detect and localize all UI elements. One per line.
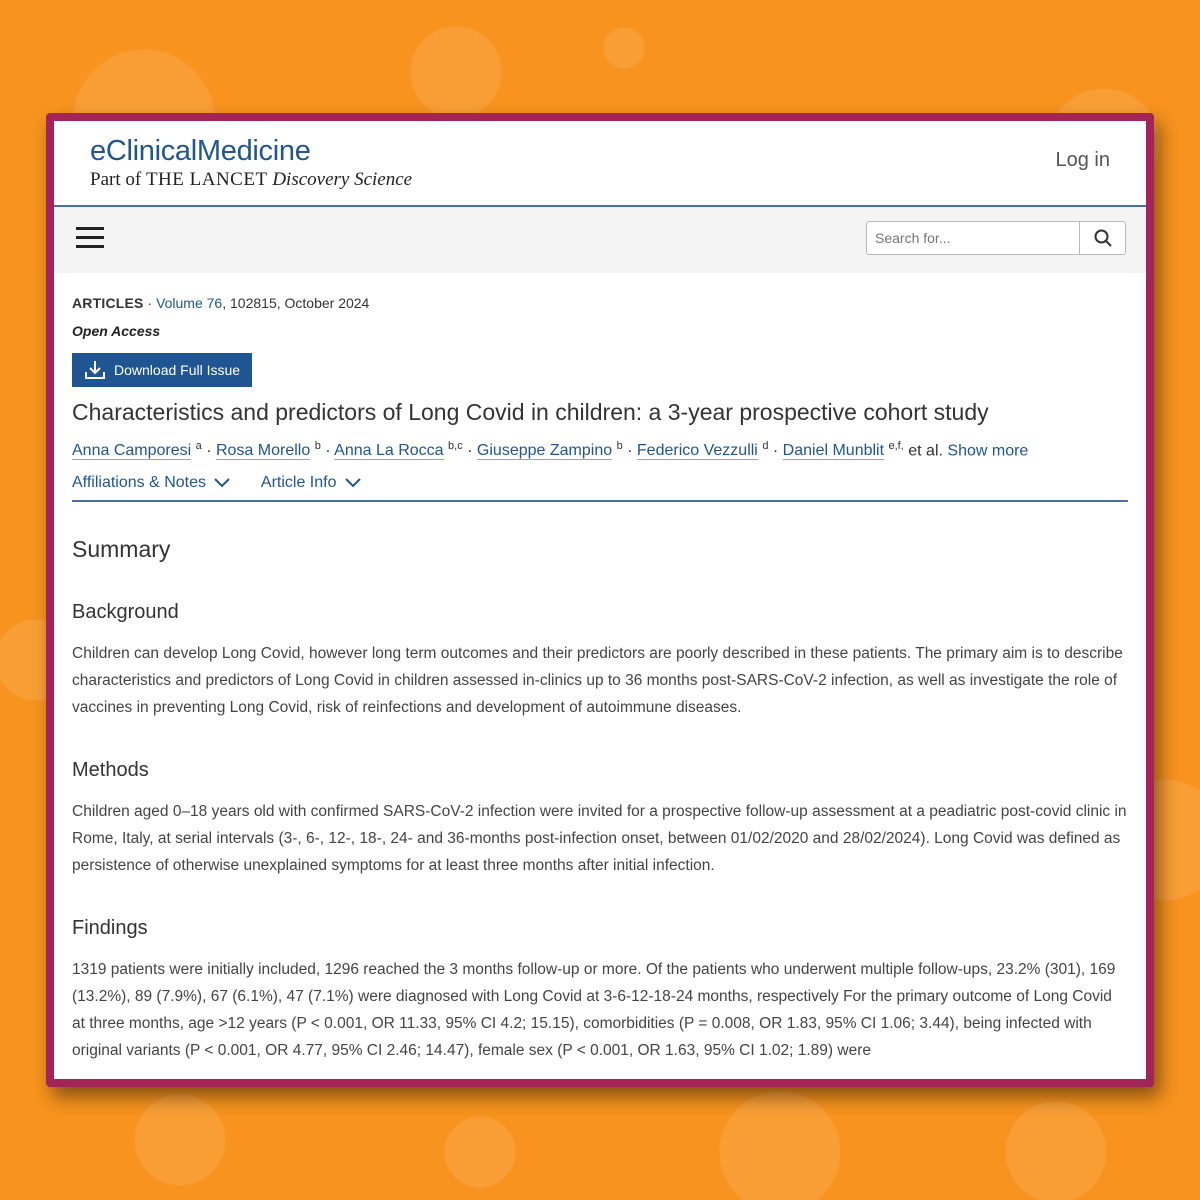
author-affiliation: e,f, xyxy=(888,440,904,452)
background-text: Children can develop Long Covid, however long term outcomes and their predictors are poorly described in these patients. The primary aim is to describe characteristics and predictors of Long Covid in children assessed in-clinics up to 36 months post-SARS-CoV-2 infection, as well as investigate the role of vaccines in preventing Long Covid, risk of reinfections and development of autoimmune diseases. xyxy=(72,645,1123,717)
author-affiliation: b xyxy=(314,440,321,452)
author-list: Anna Camporesi $^a$ · Rosa Morello $^b$ · Anna La Rocca $^{b,c}$ · Giuseppe Zampino $^b$ · Federico Vezzulli $^d$ · Daniel Munblit $^{e,f,}$ et al. Show more xyxy=(72,440,1029,460)
subtitle-lancet: THE LANCET xyxy=(145,169,268,190)
site-header xyxy=(54,121,1146,207)
background-heading: Background xyxy=(72,601,179,624)
subtitle-prefix: Part of xyxy=(90,169,142,190)
article-type: ARTICLES xyxy=(72,295,144,311)
login-link[interactable]: Log in xyxy=(1055,149,1110,171)
issue-info: , 102815, October 2024 xyxy=(222,295,370,311)
findings-heading: Findings xyxy=(72,917,148,940)
browser-frame xyxy=(46,113,1154,1087)
search-box xyxy=(866,221,1126,255)
author-link[interactable]: Anna La Rocca xyxy=(334,442,444,460)
article-title: Characteristics and predictors of Long Covid in children: a 3-year prospective cohort study xyxy=(72,399,989,425)
author-affiliation: d xyxy=(762,440,769,452)
author-affiliation: a xyxy=(195,440,202,452)
download-full-issue-button[interactable] xyxy=(72,353,252,387)
journal-subtitle xyxy=(90,169,412,191)
author-link[interactable]: Rosa Morello xyxy=(215,442,311,460)
article-expanders xyxy=(72,474,1128,502)
show-more-link[interactable]: Show more xyxy=(947,442,1029,460)
hamburger-menu-icon[interactable] xyxy=(76,227,104,249)
affiliations-toggle[interactable] xyxy=(72,474,235,491)
author-link[interactable]: Federico Vezzulli xyxy=(636,442,758,460)
chevron-down-icon xyxy=(214,478,230,488)
toolbar xyxy=(54,207,1146,273)
download-label: Download Full Issue xyxy=(114,362,241,378)
methods-heading: Methods xyxy=(72,759,149,782)
article-info-label: Article Info xyxy=(260,474,337,492)
download-icon xyxy=(84,360,106,380)
findings-text: 1319 patients were initially included, 1296 reached the 3 months follow-up or more. Of the patients who underwent multiple follow-ups, 23.2% (301), 169 (13.2%), 89 (7.9%), 67 (6.1%), 47 (7.1%) were diagnosed with Long Covid at 3-6-12-18-24 months, respectively For the primary outcome of Long Covid at three months, age >12 years (P < 0.001, OR 11.33, 95% CI 4.2; 15.15), comorbidities (P = 0.008, OR 1.83, 95% CI 1.06; 3.44), being infected with original variants (P < 0.001, OR 4.77, 95% CI 2.46; 14.47), female sex (P < 0.001, OR 1.63, 95% CI 1.02; 1.89) were xyxy=(72,961,1116,1060)
et-al: et al. xyxy=(908,442,943,460)
search-button[interactable] xyxy=(1079,222,1125,254)
volume-link[interactable]: Volume 76 xyxy=(156,295,223,311)
subtitle-discovery: Discovery Science xyxy=(272,169,413,190)
methods-text: Children aged 0–18 years old with confirmed SARS-CoV-2 infection were invited for a prospective follow-up assessment at a peadiatric post-covid clinic in Rome, Italy, at serial intervals (3-, 6-, 12-, 18-, 24- and 36-months post-infection onset, between 01/02/2020 and 28/02/2024). Long Covid was defined as persistence of otherwise unexplained symptoms for at least three months after initial infection. xyxy=(72,803,1127,875)
author-affiliation: b xyxy=(616,440,623,452)
meta-separator: · xyxy=(147,295,153,311)
author-link[interactable]: Anna Camporesi xyxy=(72,442,192,460)
search-input[interactable] xyxy=(867,222,1079,254)
author-link[interactable]: Daniel Munblit xyxy=(782,442,885,460)
open-access-label: Open Access xyxy=(72,323,161,339)
journal-logo[interactable]: eClinicalMedicine xyxy=(90,135,311,167)
summary-heading: Summary xyxy=(72,536,171,563)
search-icon xyxy=(1093,228,1113,248)
article-info-toggle[interactable] xyxy=(261,474,361,491)
article-content xyxy=(54,273,1146,1064)
author-affiliation: b,c xyxy=(448,440,463,452)
affiliations-label: Affiliations & Notes xyxy=(72,474,206,492)
author-link[interactable]: Giuseppe Zampino xyxy=(476,442,613,460)
article-meta xyxy=(72,295,1128,311)
chevron-down-icon xyxy=(345,478,361,488)
